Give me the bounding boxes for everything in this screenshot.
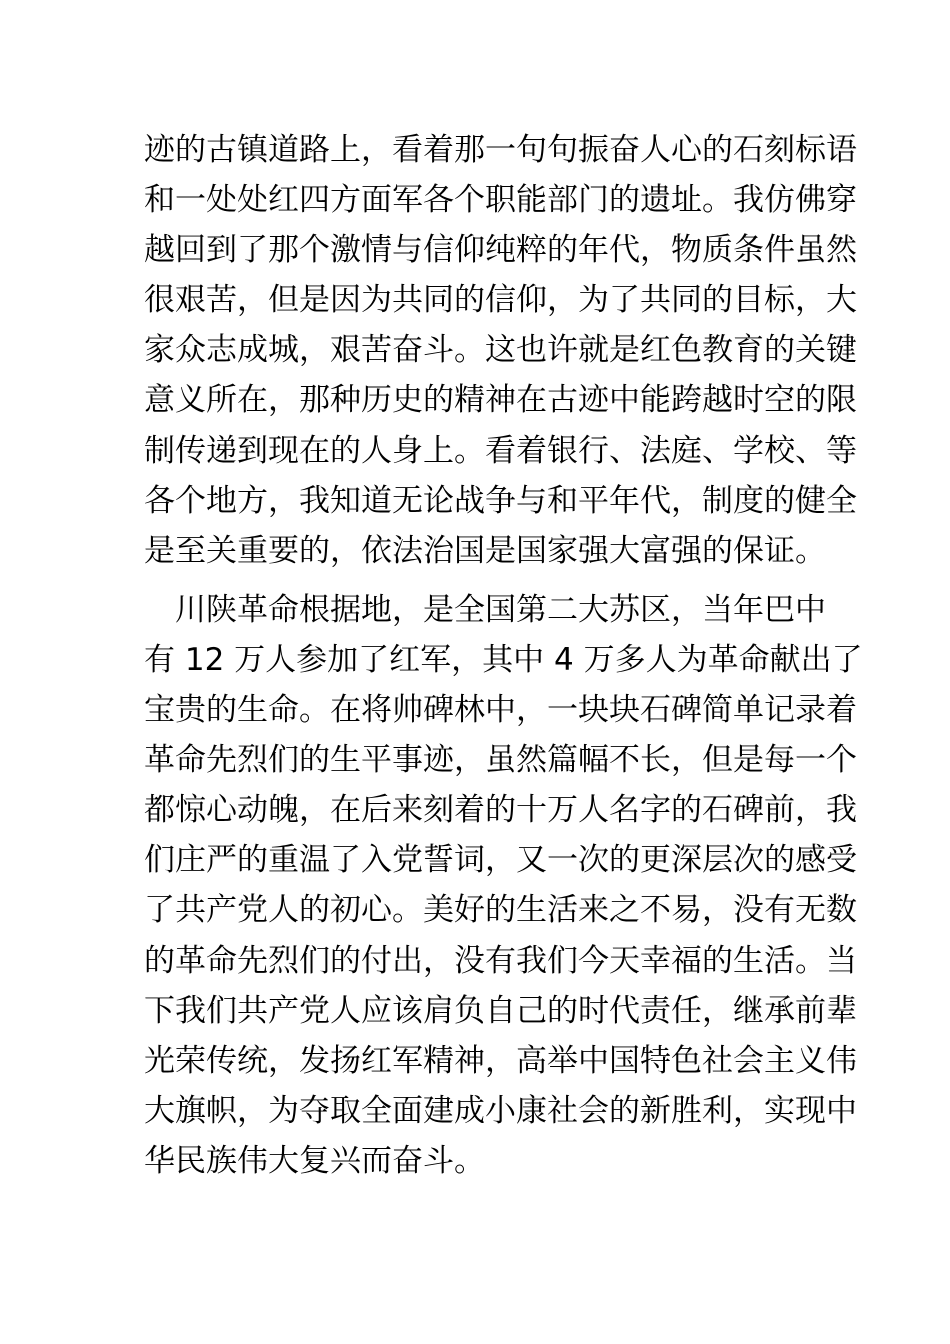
text-line: 都惊心动魄，在后来刻着的十万人名字的石碑前，我 [144, 792, 857, 829]
document-body [144, 125, 863, 1186]
text-line: 很艰苦，但是因为共同的信仰，为了共同的目标，大 [144, 282, 857, 319]
text-line: 有 12 万人参加了红军，其中 4 万多人为革命献出了 [144, 641, 863, 678]
text-line: 各个地方，我知道无论战争与和平年代，制度的健全 [144, 482, 857, 519]
text-line: 光荣传统，发扬红军精神，高举中国特色社会主义伟 [144, 1042, 857, 1079]
text-line: 大旗帜，为夺取全面建成小康社会的新胜利，实现中 [144, 1092, 857, 1129]
text-line: 华民族伟大复兴而奋斗。 [144, 1142, 485, 1179]
text-line: 迹的古镇道路上，看着那一句句振奋人心的石刻标语 [144, 132, 857, 168]
text-line: 的革命先烈们的付出，没有我们今天幸福的生活。当 [144, 942, 857, 979]
text-line: 意义所在，那种历史的精神在古迹中能跨越时空的限 [144, 382, 857, 419]
text-line: 和一处处红四方面军各个职能部门的遗址。我仿佛穿 [144, 182, 857, 219]
text-line: 革命先烈们的生平事迹，虽然篇幅不长，但是每一个 [144, 742, 857, 779]
text-line: 了共产党人的初心。美好的生活来之不易，没有无数 [144, 892, 857, 929]
text-line: 越回到了那个激情与信仰纯粹的年代，物质条件虽然 [144, 232, 857, 269]
paragraph-1 [144, 125, 857, 576]
text-line: 们庄严的重温了入党誓词，又一次的更深层次的感受 [144, 842, 857, 879]
text-line: 制传递到现在的人身上。看着银行、法庭、学校、等 [144, 432, 857, 469]
text-line: 是至关重要的，依法治国是国家强大富强的保证。 [144, 532, 826, 569]
text-line: 下我们共产党人应该肩负自己的时代责任，继承前辈 [144, 992, 857, 1029]
text-line: 家众志成城，艰苦奋斗。这也许就是红色教育的关键 [144, 332, 857, 369]
text-line: 川陕革命根据地，是全国第二大苏区，当年巴中 [144, 591, 826, 628]
text-line: 宝贵的生命。在将帅碑林中，一块块石碑简单记录着 [144, 692, 857, 729]
paragraph-2 [144, 585, 863, 1186]
paragraph-spacer [144, 576, 809, 585]
